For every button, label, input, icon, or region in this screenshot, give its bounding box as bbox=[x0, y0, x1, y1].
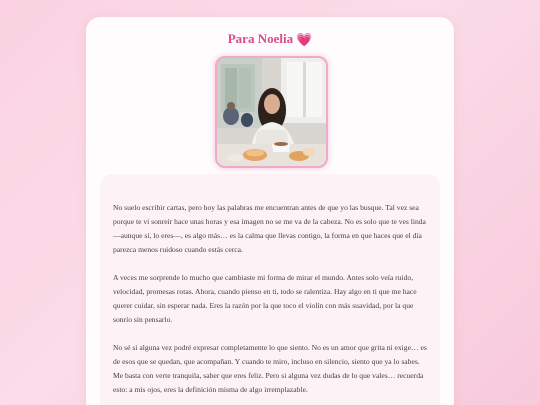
letter-body bbox=[100, 174, 440, 405]
photo-frame bbox=[215, 56, 328, 168]
letter-paragraph-3: No sé si alguna vez podré expresar completamente lo que siento. No es un amor que grita ni exige… es de esos que se quedan, que acompañan. Y cuando te miro, incluso en silencio, siento que ya lo sabes. Me basta con verte tranquila, saber que eres feliz. Pero si alguna vez dudas de lo que vales… recuerda esto: a mis ojos, eres la definición misma de algo irremplazable. bbox=[113, 343, 427, 394]
heart-icon: 💗 bbox=[296, 33, 313, 48]
photo-of-noelia bbox=[217, 58, 326, 166]
letter-title bbox=[86, 31, 454, 48]
letter-paragraph-1: No suelo escribir cartas, pero hoy las palabras me encuentran antes de que yo las busque. Tal vez sea porque te vi sonreír hace unas horas y esa imagen no se me va de la cabeza. No es solo que te ves linda —aunque sí, lo eres—, es algo más… es la calma que llevas contigo, la forma en que haces que el día parezca menos ruidoso cuando estás cerca. bbox=[113, 203, 426, 254]
letter-card bbox=[86, 17, 454, 405]
letter-paragraph-2: A veces me sorprende lo mucho que cambiaste mi forma de mirar el mundo. Antes solo veía ruido, velocidad, promesas rotas. Ahora, cuando pienso en ti, todo se ralentiza. Hay algo en ti que me hace querer cuidar, sin esperar nada. Eres la razón por la que toco el violín con más suavidad, por la que sonrío sin pensarlo. bbox=[113, 273, 417, 324]
letter-title-text: Para Noelia bbox=[227, 31, 294, 46]
